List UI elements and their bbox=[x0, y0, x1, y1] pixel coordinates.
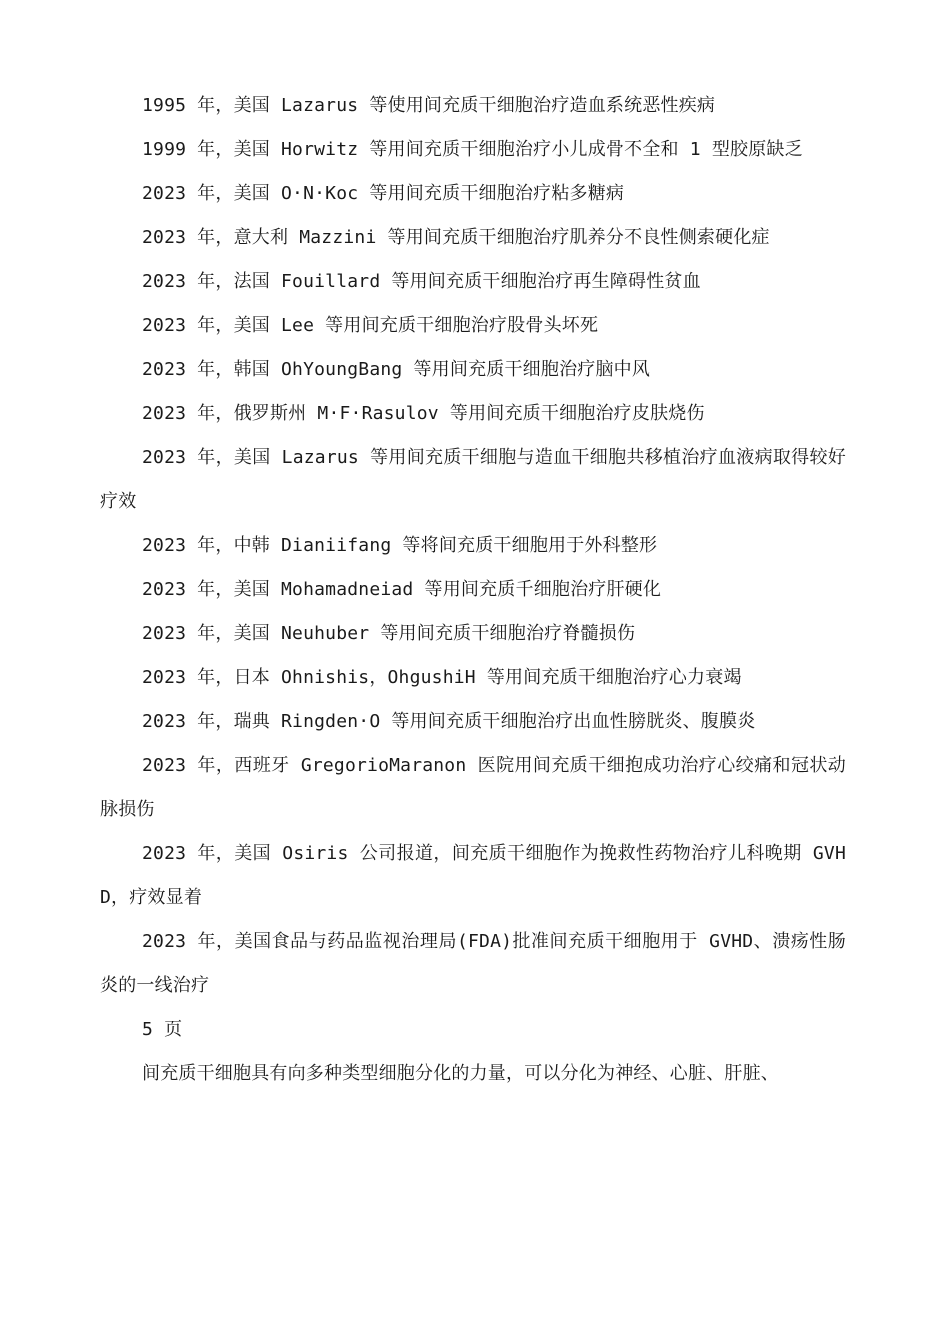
paragraph-1995-lazarus: 1995 年，美国 Lazarus 等使用间充质干细胞治疗造血系统恶性疾病 bbox=[142, 95, 716, 116]
page-number: 5 页 bbox=[142, 1019, 183, 1040]
paragraph-ohyoungbang: 2023 年，韩国 OhYoungBang 等用间充质干细胞治疗脑中风 bbox=[142, 359, 651, 380]
paragraph-differentiation: 间充质干细胞具有向多种类型细胞分化的力量，可以分化为神经、心脏、肝脏、 bbox=[142, 1063, 779, 1084]
paragraph-ohnishis: 2023 年，日本 Ohnishis，OhgushiH 等用间充质干细胞治疗心力衰竭 bbox=[142, 667, 742, 688]
paragraph-mohamadneiad: 2023 年，美国 Mohamadneiad 等用间充质千细胞治疗肝硬化 bbox=[142, 579, 662, 600]
paragraph-neuhuber: 2023 年，美国 Neuhuber 等用间充质干细胞治疗脊髓损伤 bbox=[142, 623, 636, 644]
paragraph-koc: 2023 年，美国 O·N·Koc 等用间充质干细胞治疗粘多糖病 bbox=[142, 183, 625, 204]
paragraph-fouillard: 2023 年，法国 Fouillard 等用间充质干细胞治疗再生障碍性贫血 bbox=[142, 271, 701, 292]
document-body bbox=[100, 84, 846, 1096]
paragraph-rasulov: 2023 年，俄罗斯州 M·F·Rasulov 等用间充质干细胞治疗皮肤烧伤 bbox=[142, 403, 705, 424]
paragraph-lazarus-cotransplant: 2023 年，美国 Lazarus 等用间充质干细胞与造血干细胞共移植治疗血液病取得较好疗效 bbox=[100, 447, 846, 512]
paragraph-gregoriomaranon: 2023 年，西班牙 GregorioMaranon 医院用间充质干细抱成功治疗心绞痛和冠状动脉损伤 bbox=[100, 755, 846, 820]
paragraph-1999-horwitz: 1999 年，美国 Horwitz 等用间充质干细胞治疗小儿成骨不全和 1 型胶原缺乏 bbox=[142, 139, 803, 160]
paragraph-mazzini: 2023 年，意大利 Mazzini 等用间充质干细胞治疗肌养分不良性侧索硬化症 bbox=[142, 227, 770, 248]
paragraph-fda: 2023 年，美国食品与药品监视治理局(FDA)批准间充质干细胞用于 GVHD、溃疡性肠炎的一线治疗 bbox=[100, 931, 846, 996]
paragraph-dianiifang: 2023 年，中韩 Dianiifang 等将间充质干细胞用于外科整形 bbox=[142, 535, 658, 556]
paragraph-ringden: 2023 年，瑞典 Ringden·O 等用间充质干细胞治疗出血性膀胱炎、腹膜炎 bbox=[142, 711, 756, 732]
paragraph-lee: 2023 年，美国 Lee 等用间充质干细胞治疗股骨头坏死 bbox=[142, 315, 599, 336]
paragraph-osiris: 2023 年，美国 Osiris 公司报道，间充质干细胞作为挽救性药物治疗儿科晚期 GVHD，疗效显着 bbox=[100, 843, 846, 908]
